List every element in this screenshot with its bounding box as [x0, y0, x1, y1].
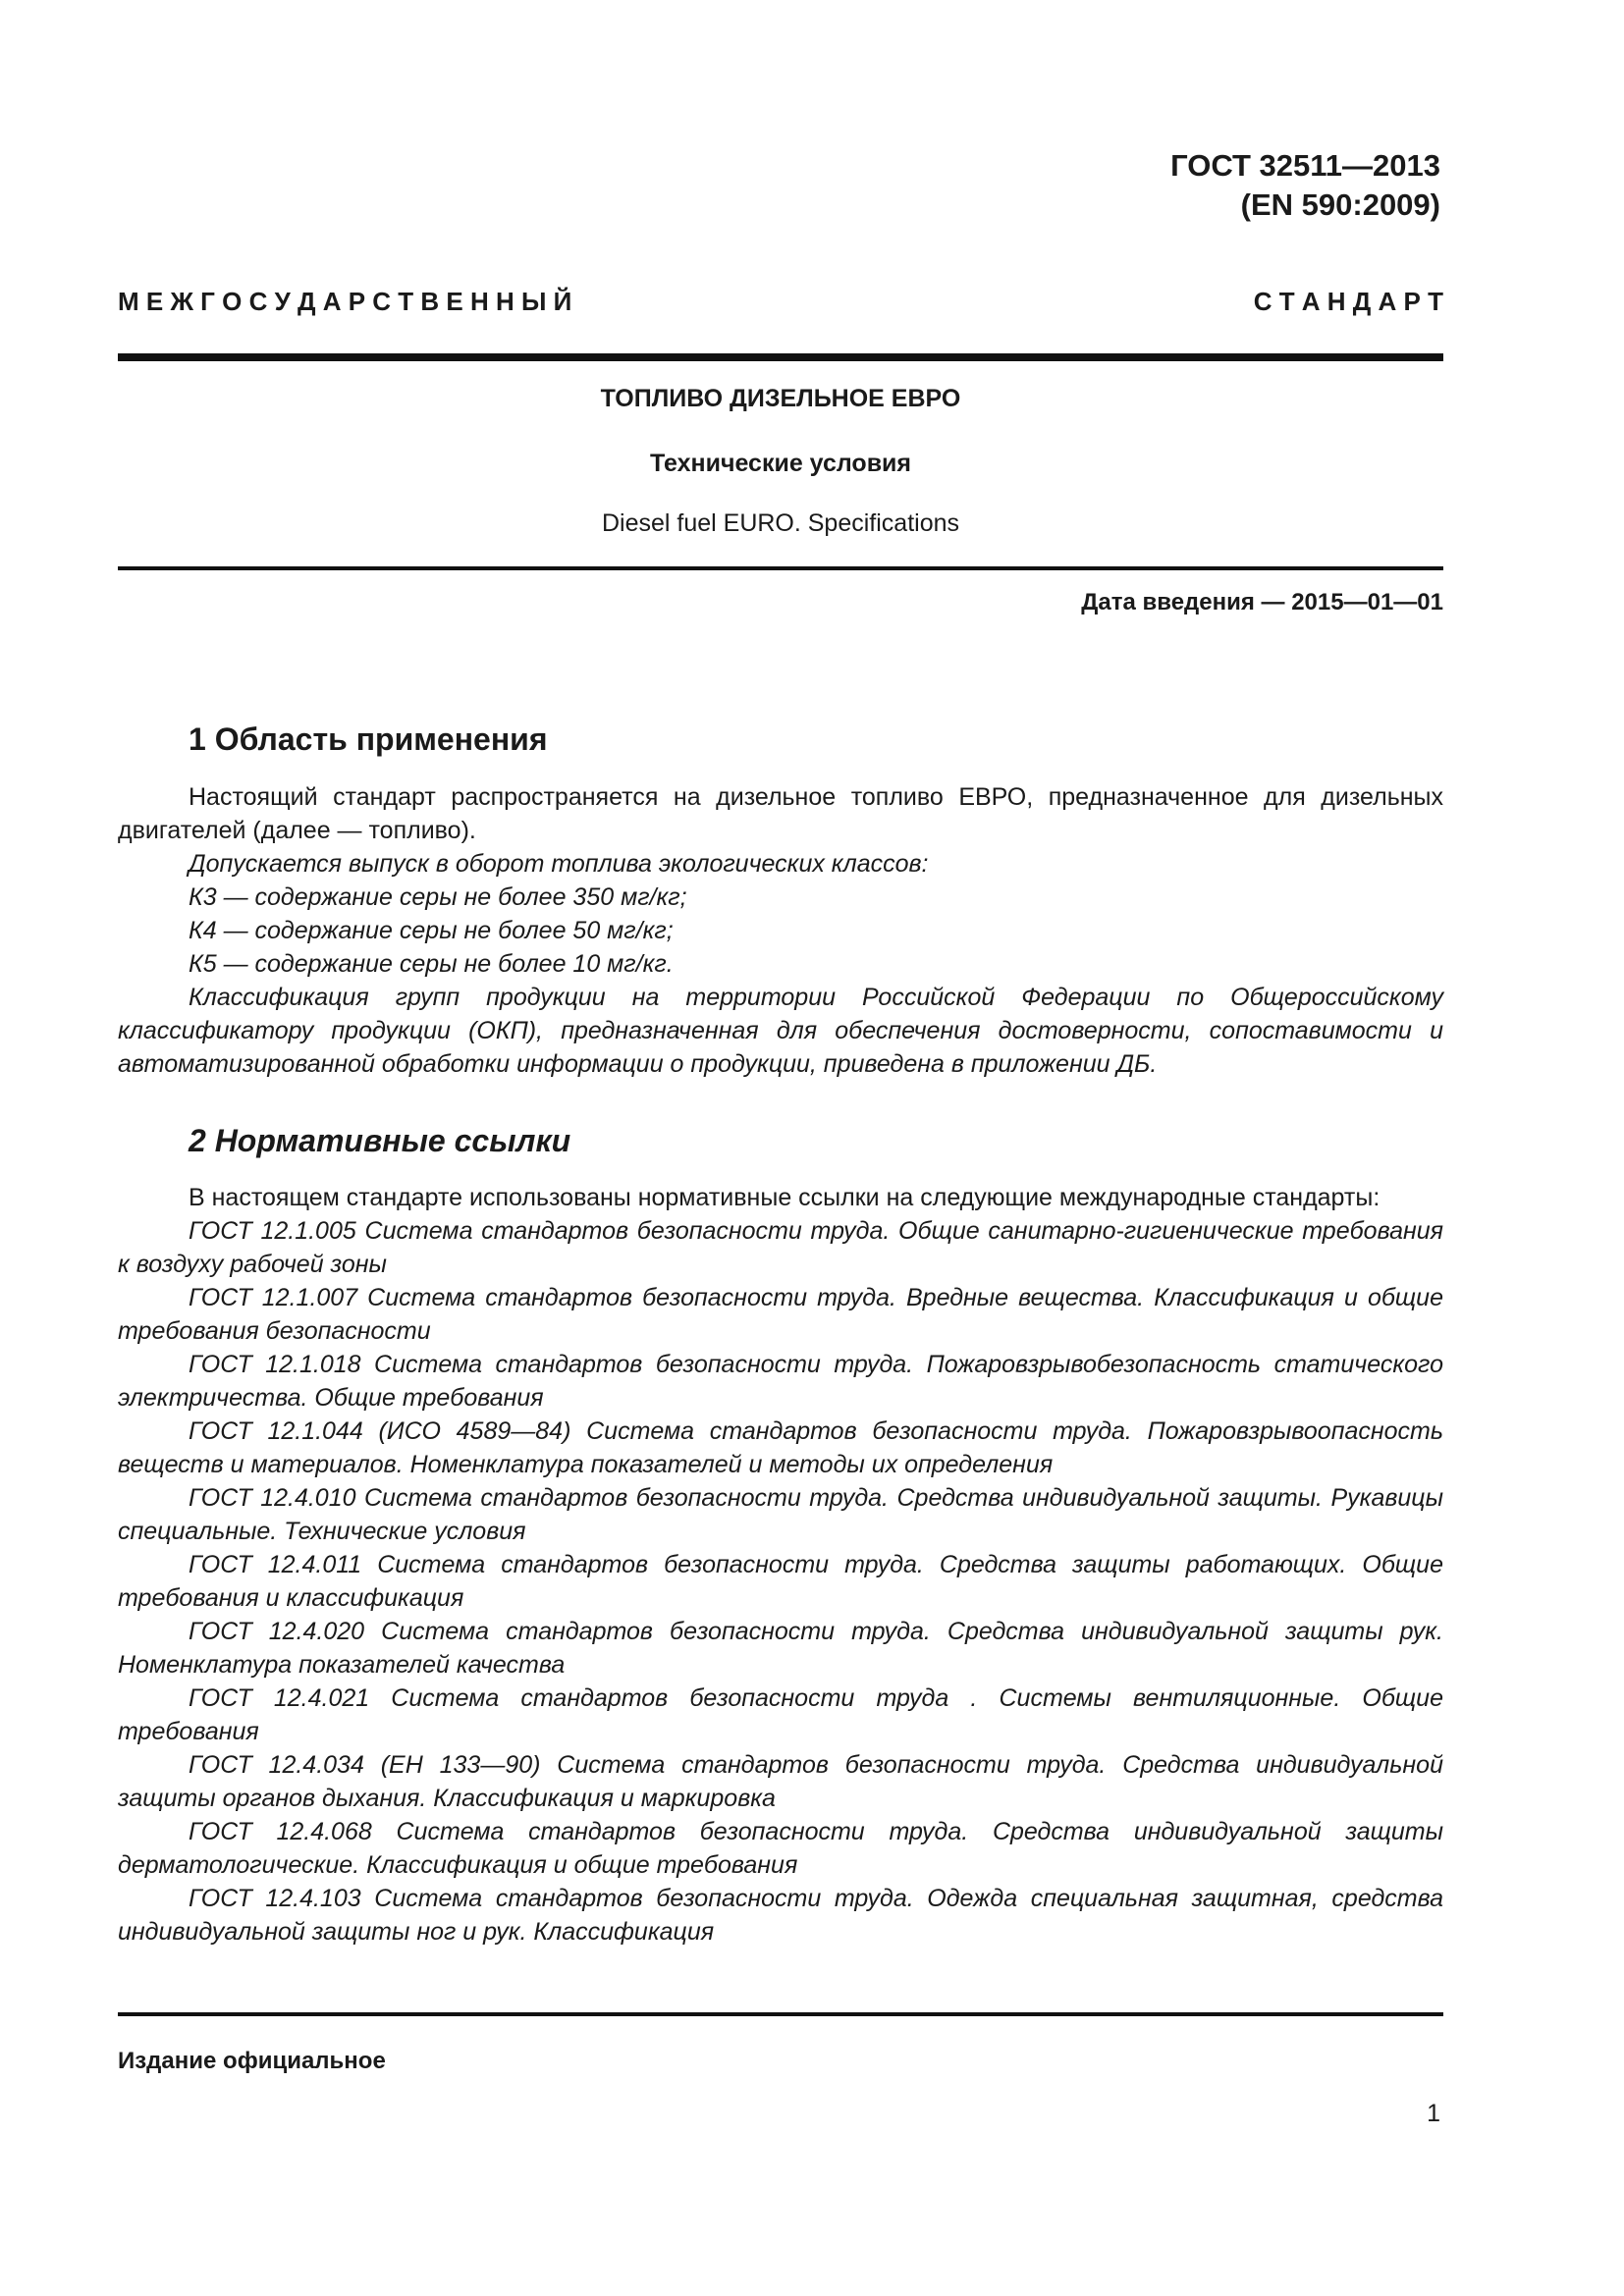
reference-item: ГОСТ 12.4.011 Система стандартов безопасности труда. Средства защиты работающих. Общие требования и классификация — [118, 1551, 1443, 1612]
standard-type-header — [118, 287, 1443, 316]
section-2-body — [118, 1181, 1443, 1949]
section-1-heading: 1 Область применения — [189, 721, 548, 757]
list-item: К4 — содержание серы не более 50 мг/кг; — [189, 917, 674, 944]
reference-item: ГОСТ 12.4.010 Система стандартов безопасности труда. Средства индивидуальной защиты. Рукавицы специальные. Технические условия — [118, 1484, 1443, 1545]
list-item: К3 — содержание серы не более 350 мг/кг; — [189, 883, 687, 911]
reference-item: ГОСТ 12.4.034 (ЕН 133—90) Система стандартов безопасности труда. Средства индивидуальной защиты органов дыхания. Классификация и маркировка — [118, 1751, 1443, 1812]
reference-item: ГОСТ 12.4.020 Система стандартов безопасности труда. Средства индивидуальной защиты рук. Номенклатура показателей качества — [118, 1618, 1443, 1679]
reference-item: ГОСТ 12.4.021 Система стандартов безопасности труда . Системы вентиляционные. Общие требования — [118, 1684, 1443, 1745]
section-2-heading: 2 Нормативные ссылки — [189, 1123, 571, 1158]
paragraph: Настоящий стандарт распространяется на дизельное топливо ЕВРО, предназначенное для дизельных двигателей (далее — топливо). — [118, 783, 1443, 844]
official-edition-label: Издание официальное — [118, 2048, 386, 2074]
paragraph: Классификация групп продукции на территории Российской Федерации по Общероссийскому классификатору продукции (ОКП), предназначенная для обеспечения достоверности, сопоставимости и автоматизированной обработки информации о продукции, приведена в приложении ДБ. — [118, 984, 1443, 1078]
page-number: 1 — [1427, 2100, 1440, 2127]
reference-item: ГОСТ 12.1.005 Система стандартов безопасности труда. Общие санитарно-гигиенические требования к воздуху рабочей зоны — [118, 1217, 1443, 1278]
reference-item: ГОСТ 12.4.068 Система стандартов безопасности труда. Средства индивидуальной защиты дерматологические. Классификация и общие требования — [118, 1818, 1443, 1879]
standard-type-word-standard: С Т А Н Д А Р Т — [1253, 287, 1443, 316]
list-item: К5 — содержание серы не более 10 мг/кг. — [189, 950, 674, 978]
reference-item: ГОСТ 12.1.007 Система стандартов безопасности труда. Вредные вещества. Классификация и общие требования безопасности — [118, 1284, 1443, 1345]
document-title: ТОПЛИВО ДИЗЕЛЬНОЕ ЕВРО — [600, 385, 961, 412]
reference-item: ГОСТ 12.1.018 Система стандартов безопасности труда. Пожаровзрывобезопасность статического электричества. Общие требования — [118, 1351, 1443, 1412]
reference-item: ГОСТ 12.1.044 (ИСО 4589—84) Система стандартов безопасности труда. Пожаровзрывоопасность веществ и материалов. Номенклатура показателей и методы их определения — [118, 1417, 1443, 1478]
section-1-body — [118, 780, 1443, 1081]
document-english-title: Diesel fuel EURO. Specifications — [601, 509, 960, 537]
designation-en-equivalent: (EN 590:2009) — [1240, 187, 1440, 222]
footer-divider — [118, 2012, 1443, 2016]
paragraph: Допускается выпуск в оборот топлива экологических классов: — [189, 850, 929, 878]
standard-designation — [949, 146, 1440, 225]
reference-item: ГОСТ 12.4.103 Система стандартов безопасности труда. Одежда специальная защитная, средства индивидуальной защиты ног и рук. Классификация — [118, 1885, 1443, 1946]
designation-number: ГОСТ 32511—2013 — [1170, 148, 1440, 183]
header-divider-top — [118, 353, 1443, 361]
paragraph: В настоящем стандарте использованы нормативные ссылки на следующие международные стандарты: — [189, 1184, 1380, 1211]
standard-type-word-interstate: М Е Ж Г О С У Д А Р С Т В Е Н Н Ы Й — [118, 287, 572, 316]
title-divider-bottom — [118, 566, 1443, 570]
introduction-date: Дата введения — 2015—01—01 — [1081, 589, 1443, 615]
document-subtitle: Технические условия — [649, 450, 912, 477]
